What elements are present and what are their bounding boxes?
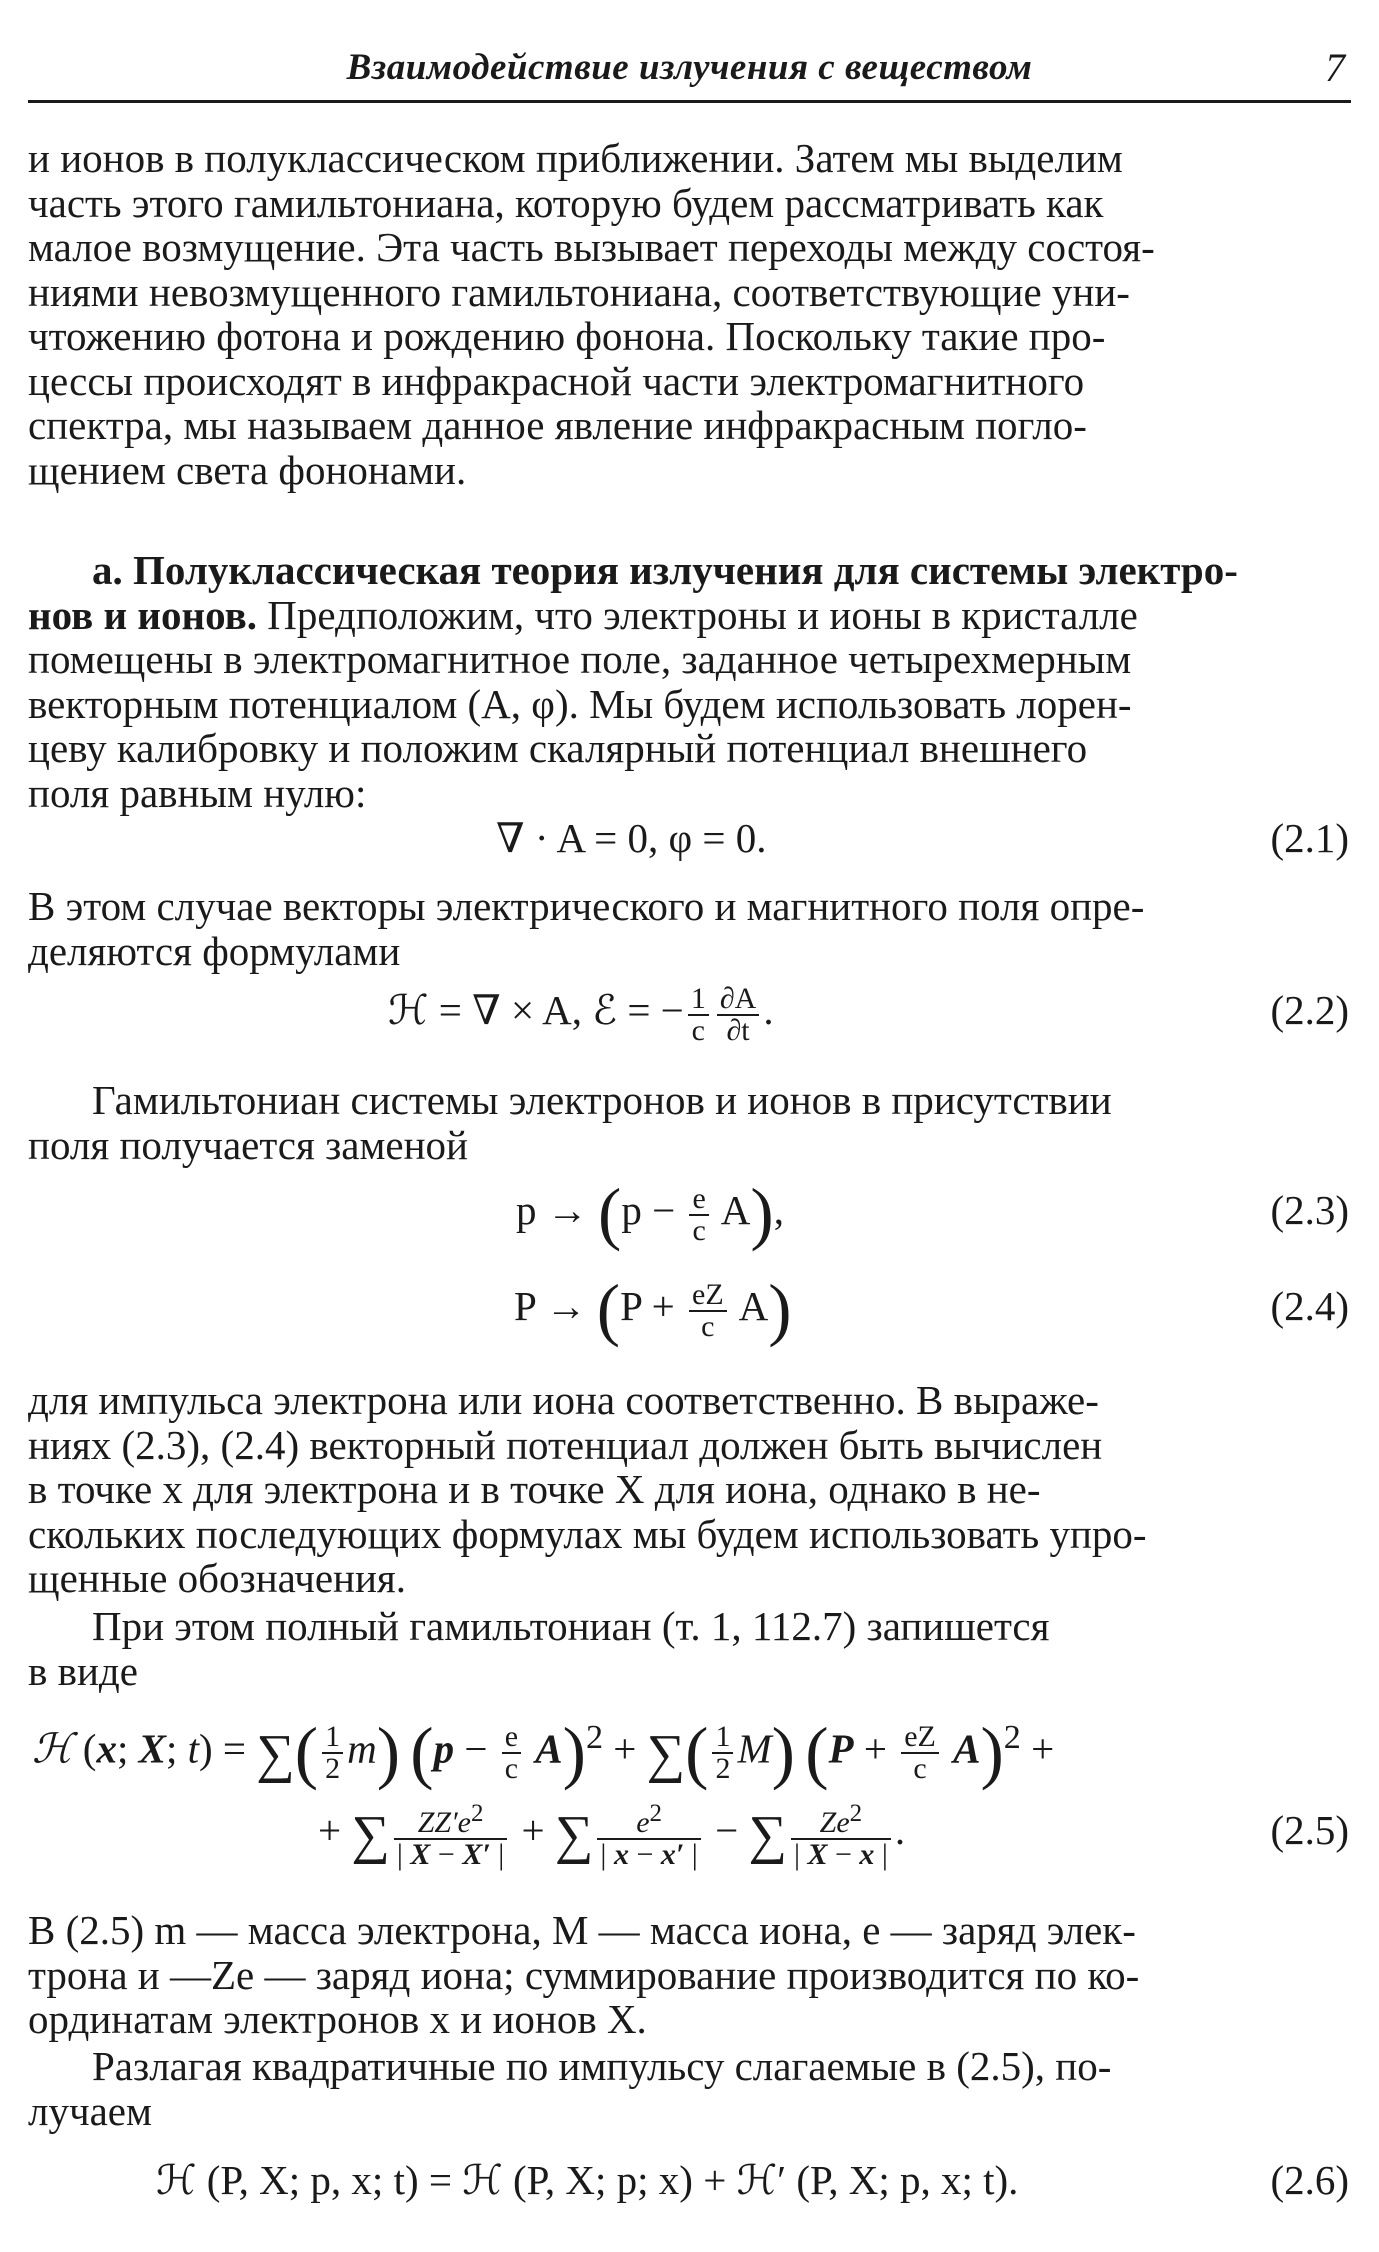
fraction-numerator: ∂A [717,984,760,1016]
text-line: поля получается заменой [28,1121,468,1168]
section-heading-continued: нов и ионов. [28,591,257,638]
text-line: цессы происходят в инфракрасной части электромагнитного [28,357,1085,404]
text-line: ординатам электронов x и ионов X. [28,1996,647,2042]
fields-paragraph [28,884,1349,973]
text-line: и ионов в полуклассическом приближении. Затем мы выделим [28,135,1123,181]
text-line: трона и —Ze — заряд иона; суммирование производится по ко- [28,1951,1140,1998]
text-line: в точке x для электрона и в точке X для иона, однако в не- [28,1466,1041,1512]
equation-2-2 [28,980,1349,1047]
full-hamiltonian-paragraph [28,1604,1349,1693]
running-head-title: Взаимодействие излучения с веществом [346,47,1033,88]
text-line: В этом случае векторы электрического и магнитного поля опре- [28,883,1145,929]
expand-paragraph [28,2044,1349,2133]
equation-number: (2.2) [1270,987,1349,1033]
text-line: скольких последующих формулах мы будем использовать упро- [28,1510,1147,1557]
fraction-denominator: ∂t [726,1013,750,1047]
equation-body [516,1175,784,1253]
text-line: ниях (2.3), (2.4) векторный потенциал должен быть вычислен [28,1421,1103,1468]
text-line: Предположим, что электроны и ионы в кристалле [256,591,1138,638]
text-line: В (2.5) m — масса электрона, M — масса иона, e — заряд элек- [28,1907,1136,1953]
text-line: малое возмущение. Эта часть вызывает переходы между состоя- [28,224,1155,270]
equation-body [388,980,774,1046]
text-line: ниями невозмущенного гамильтониана, соответствующие уни- [28,268,1130,315]
text-line: лучаем [28,2087,152,2134]
intro-paragraph [28,136,1349,492]
equation-2-5-line-2 [28,1790,1349,1870]
paren: ( [598,1175,622,1253]
equation-2-1 [28,808,1349,868]
text-line: часть этого гамильтониана, которую будем рассматривать как [28,179,1104,226]
equation-body: ∇ · A = 0, φ = 0. [496,815,767,861]
text-line: поля равным нулю: [28,769,367,816]
hamiltonian-paragraph [28,1078,1349,1167]
text-line: Гамильтониан системы электронов и ионов в присутствии [92,1077,1112,1123]
equation-body: + ∑ $\frac{ZZ'e^2}{| X - X' |}$ + ∑ $\frac{e^2}{| x - x' |}$ − ∑ $\frac{Ze^2}{| X - x |}$ . [318,1800,906,1872]
paren: ) [768,1271,792,1349]
text-line: При этом полный гамильтониан (т. 1, 112.7) запишется [92,1603,1050,1649]
paren: ) [750,1175,774,1253]
text-line: чтожению фотона и рождению фонона. Поскольку такие про- [28,313,1106,359]
paren: ( [596,1271,621,1349]
equation-body [514,1271,792,1349]
equation-number: (2.4) [1270,1283,1349,1329]
equation-body: ℋ (x; X; t) = ∑( $\frac{1}{2}$ m) (p − $\frac{e}{c}$ A)$^2$ + ∑( $\frac{1}{2}$ M) (P + $\frac{eZ}{c}$ A)$^2$ + [32,1714,1055,1792]
fraction-numerator: 1 [688,984,709,1016]
equation-term: p − [621,1187,686,1233]
fraction [689,1181,708,1247]
equation-tail: . [763,987,774,1033]
equation-number: (2.3) [1270,1187,1349,1233]
equation-lhs: ℋ = ∇ × A, ℰ = − [388,987,684,1033]
text-line: в виде [28,1647,138,1694]
equation-number: (2.1) [1270,815,1349,861]
fraction [689,1277,727,1343]
fraction-denominator: c [691,1013,705,1047]
text-line: Разлагая квадратичные по импульсу слагаемые в (2.5), по- [92,2043,1112,2089]
fraction-denominator: c [701,1309,715,1343]
text-line: спектра, мы называем данное явление инфракрасным погло- [28,402,1087,448]
fraction-numerator: eZ [689,1280,727,1312]
text-line: деляются формулами [28,927,401,974]
equation-term: A [730,1283,769,1329]
equation-tail: , [773,1187,784,1233]
equation-number: (2.6) [1270,2157,1349,2203]
fraction-denominator: c [692,1213,706,1247]
equation-body: ℋ (P, X; p, x; t) = ℋ (P, X; p; x) + ℋ′ (P, X; p, x; t). [156,2157,1019,2203]
text-line: щением света фононами. [28,446,467,493]
equation-2-6 [28,2150,1349,2210]
equation-term: A [712,1187,751,1233]
text-line: векторным потенциалом (A, φ). Мы будем использовать лорен- [28,680,1132,727]
equation-2-5-line-1 [28,1698,1349,1792]
running-head [28,44,1351,103]
fraction [717,981,760,1047]
fraction-numerator: e [689,1184,708,1216]
page-number: 7 [1325,45,1345,90]
text-line: цеву калибровку и положим скалярный потенциал внешнего [28,725,1088,771]
equation-lhs: P → [514,1283,597,1329]
equation-number: (2.5) [1270,1807,1349,1853]
text-line: для импульса электрона или иона соответственно. В выраже- [28,1377,1099,1423]
equation-term: P + [620,1283,685,1329]
section-heading: а. Полуклассическая теория излучения для системы электро- [92,547,1238,593]
equation-lhs: p → [516,1187,598,1233]
equation-2-3 [28,1175,1349,1253]
masses-paragraph [28,1908,1349,2042]
text-line: помещены в электромагнитное поле, заданное четырехмерным [28,636,1132,682]
momentum-paragraph [28,1378,1349,1601]
text-line: щенные обозначения. [28,1555,407,1601]
equation-2-4 [28,1271,1349,1349]
section-a-paragraph [28,548,1349,815]
fraction [688,981,709,1047]
